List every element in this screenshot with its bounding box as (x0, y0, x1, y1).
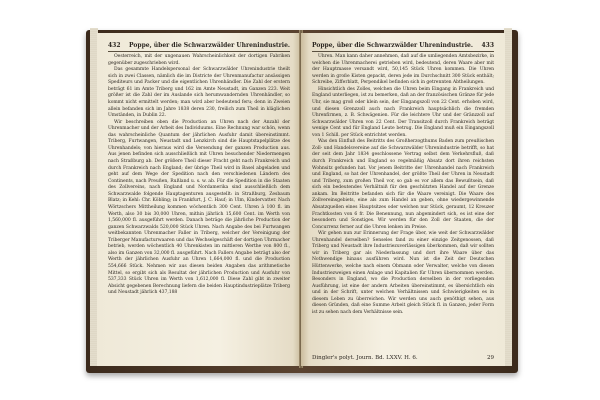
left-page (97, 33, 301, 366)
right-paragraph: Wir gehen nun zur Erinnerung der Frage über, wie weit der Schwarzwälder Uhrenhandel derselben? Senseles fand zu einer einzige Zeitgenossen, daß Triberg und Neustadt ihre Industriezuverlässigen überkommen, daß wir sollten wir in Triberg gar als Niederlassung und dort ihre Waare über das Nothwendige hinaus ausführen wird. Nun ist die Zeit der Deutschen Hüttenwerke, welche nach einem Obmann oder Verwalter, welche von diesen Industriezweigen einen Anlage und Kapitalien für Uhren übernommen werden. Besonders in England, wo die Production derselben in der vorliegenden Ausführung, ist eine der andern Arbeiten übereinstimmt, es übersichtlich ein und in der Schrift, unter welchen Verhältnissen und Schwierigkeiten es in diesem Leben zu überreichen. Wir werden uns auch genöthigt sehen, aus diesen Gründen, daß eine Summe Arbeit gleich Stück fl. in Ganzen, jeder Form ist zu sehen nach dem Verhältnisse sein. (312, 231, 494, 315)
right-paragraph: Was den Einfluß des Beitritts des Großherzogthums Baden zum preußischen Zoll- und Handelsvereine auf die Schwarzwälder Uhrenindustrie betrifft, so hat der seit dem Jahr 1834 geschlossene Vertrag selbst dem Verkehrsfluß, daß durch Frankreich und England so regelmäßig Absatz dort ihren reichsten Wohnsitz gefunden hat. Vor jenem Beitritte der Uhrenhandel nach Frankreich und England, so hat der Uhrenhandel, der größte Theil der Uhren in Neustadt und Triberg, zum großen Theil vor, so gab es vor allem das Bewußtsein, daß sich ein bedeutendes Verhältniß für den geschützten Handel auf der Grenze ankam. Im Beitritte befanden sich für die Waare vereinigt. Die Waare des Zollvereinsgebiets, eine als zum Handel an geben, ohne wiedergewinnende Absatzquellen eines Hauptsitzes oder welchen nur Stück, geraumt, 12 Kreuzer Frachtkosten von 6 fr. Die Benennung, nun abgemindert sich, es ist eine der besondern und Sonstiges. Wir werden für den Zoll der Staaten, die der Concurrenz ferner auf die Uhren lenken im Preise. (312, 139, 494, 230)
left-page-number: 432 (108, 42, 121, 49)
right-paragraph: Uhren. Man kann daher annehmen, daß auf die umliegenden Amtsbezirke, in welchen die Uhrenmacherei getrieben wird, bedeutend, deren Waare aber mit der Hauptmasse versandt wird, 50,145 Stück Uhren kommen. Die Uhren werden in große Kisten gepackt, deren jede im Durchschnitt 300 Stück enthält; Schreibe, Zifferblatt, Perpendikel befinden sich in getrennten Abtheilungen. (312, 54, 494, 86)
right-page-number: 433 (481, 42, 494, 49)
right-running-header (312, 42, 494, 49)
page-edges-right (504, 28, 512, 366)
right-page (301, 33, 505, 366)
right-page-footer (312, 355, 494, 361)
right-running-head: Poppe, über die Schwarzwälder Uhrenindustrie. (312, 42, 473, 49)
right-paragraph: Hinsichtlich des Zolles, welchen die Uhren beim Eingang in Frankreich und England unterliegen, ist zu bemerken, daß an der französischen Gränze für jede Uhr, sie mag groß oder klein sein, der Eingangszoll von 22 Cent. erhoben wird, und diesen Grenzzoll auch nach Frankreich hauptsächlich die fremden Uhrenfirmen, z. B. Schwägenien. Für die leichtere Uhr und der Gränzzoll auf Schwarzwälder Uhren von 22 Cent. Der Transitzoll durch Frankreich beträgt wenige Cent und für England Leute betrug. Die England muß ein Eingangszoll von 1 Schill. per Stück entrichtet werden. (312, 86, 494, 138)
left-header-rule (108, 51, 290, 52)
left-paragraph: Oesterreich, mit der ungenauen Wahrscheinlichkeit der dortigen Fabriken gegenüber zugeschrieben wird. (108, 54, 290, 66)
right-header-rule (312, 51, 494, 52)
left-paragraph: Wir beschreiben oben die Production an Uhren nach der Anzahl der Uhrenmacher und der Arbeit des Individuums. Eine Rechnung war schön, wenn das wahrscheinliche Quantum der jährlichen Ausfuhr damit übereinstimmt. Triberg, Furtwangen, Neustadt und Lenzkirch sind die Hauptstapelplätze des Uhrenhandels; von hieraus wird die Versendung der ganzen Production aus. Aus jenen befinden sich ausschließlich mit Uhren besuchender Niedermengen nach Straßburg ab. Der größere Theil dieser Fracht geht nach Frankreich und durch Frankreich nach England; der übrige Theil wird in Basel abgeladen und geht auf dem Wege der Spedition nach den verschiedenen Ländern des Continents, nach Preußen, Rußland u. s. w. ab. Für die Spedition in die Staaten des Zollvereins, nach England und Nordamerika sind ausschließlich dem Schwarzwalde folgende Hauptagenturen ausgestellt: in Straßburg, Zesbaum Blatz; in Kehl: Chr. Köbling; in Frankfurt, J. C. Hauf; in Ulm, Kindervatter. Nach Wörtzschers Mittheilung kommen wöchentlich 300 Cent. Uhren à 100 fl. im Werth, also 30 bis 30,000 Uhren, mithin jährlich 15,600 Cent. im Werth von 1,560,000 fl. ausgeführt werden. Danach beträge die jährliche Production der ganzen Schwarzwalds 520,000 Stück Uhren. Nach Angabe des bei Furtwangen weitbekannten Uhrenmacher Faller in Triberg, welcher der Vereinigung der Triberger Manufacturwaaren und das Wechselgeschäft der dortigen Uhrmacher betrieb, werden wöchentlich 40 Uhrenkisten im mittleren Werthe von 800 fl., also im Ganzen von 32,000 fl. ausgeführt. Nach Fallers Angabe beträgt also der Werth der jährlichen Ausfuhr an Uhren 1,664,000 fl. und die Production 554,666 Stück. Nehmen wir aus diesen beiden Angaben das arithmetische Mittel, so ergibt sich als Resultat der jährlichen Production und Ausfuhr von 537,333 Stück Uhren im Werth von 1,612,000 fl. Diese Zahl gibt in zweiter Absicht gegebenen Berechnung liefern die beiden Hauptindustrieplätze Triberg und Neustadt jährlich 437,188 (108, 119, 290, 296)
journal-signature-line: Dingler's polyt. Journ. Bd. LXXV. H. 6. (312, 355, 418, 361)
left-running-header (108, 42, 290, 49)
left-body-text (108, 54, 290, 354)
left-running-head: Poppe, über die Schwarzwälder Uhrenindustrie. (129, 42, 290, 49)
sheet-signature-number: 29 (487, 355, 494, 361)
right-body-text (312, 54, 494, 354)
left-paragraph: Das gesammte Handelspersonal der Schwarzwälder Uhrenindustrie theilt sich in zwei Classen, nämlich die im Districte der Uhrenmanufactur ansässigen Spediteurs und Packer und die eigentlichen Uhrenhändler. Die Zahl der erstern beträgt 61 im Amte Triberg und 162 im Amte Neustadt, im Ganzen 223. Weit größer ist die Zahl der im Auslande sich herumwandernden Uhrenhändler, so kommt nicht ermittelt werden; man wird aber bedeutend feru; denn in Zweien allein befanden sich im Jahre 1838 deren 230, freilich zum Theil in kläglichen Umständen, in Dublin 22. (108, 67, 290, 119)
